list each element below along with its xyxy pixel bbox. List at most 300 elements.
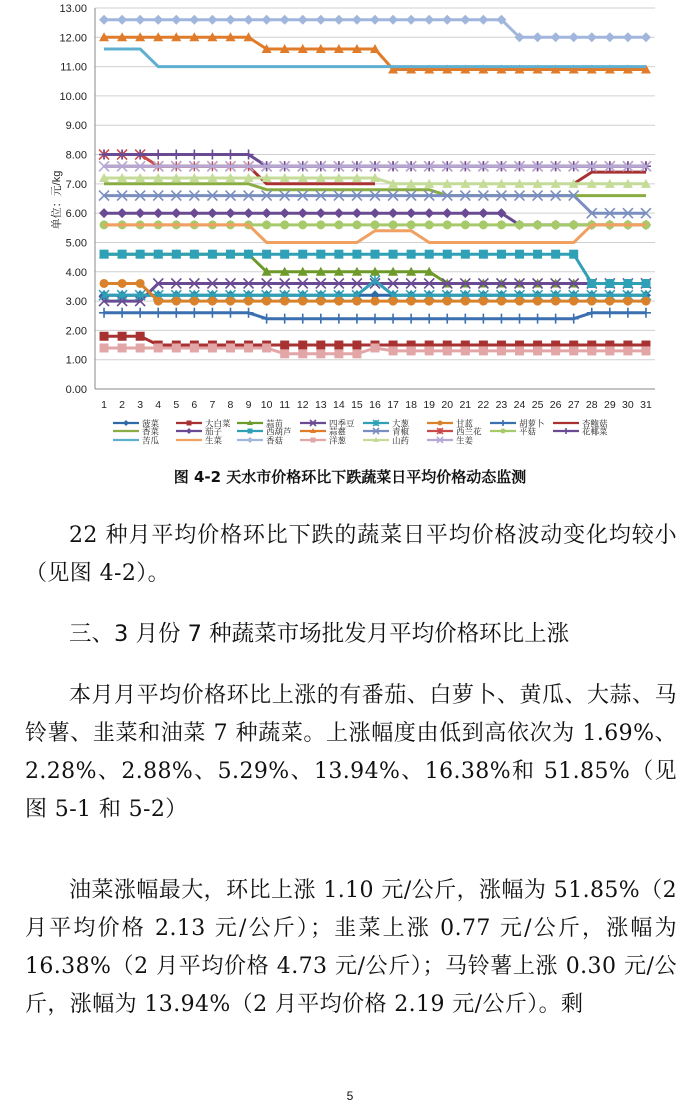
data-point <box>118 250 127 259</box>
data-point <box>99 15 109 25</box>
data-point <box>280 208 290 218</box>
data-point <box>569 220 578 229</box>
data-point <box>189 150 199 160</box>
data-point <box>569 297 578 306</box>
data-point <box>352 220 361 229</box>
data-point <box>425 250 434 259</box>
data-point <box>190 343 199 352</box>
data-point <box>334 220 343 229</box>
data-point <box>442 314 452 324</box>
data-point <box>496 314 506 324</box>
data-point <box>153 150 163 160</box>
data-point <box>208 343 217 352</box>
data-point <box>207 150 217 160</box>
data-point <box>225 150 235 160</box>
legend-label: 杏鲍菇 <box>582 418 608 429</box>
data-point <box>623 279 632 288</box>
data-point <box>460 208 470 218</box>
legend-item <box>553 427 608 437</box>
data-point <box>479 220 488 229</box>
data-point <box>352 208 362 218</box>
data-point <box>424 15 434 25</box>
x-tick-label: 12 <box>296 399 309 411</box>
legend-label: 西兰花 <box>456 426 482 437</box>
y-tick-label: 10.00 <box>59 90 87 103</box>
data-point <box>352 297 361 306</box>
legend-label: 苦瓜 <box>142 435 160 446</box>
data-point <box>208 250 217 259</box>
y-axis-label: 单位：元/kg <box>51 170 63 230</box>
data-point <box>99 308 109 318</box>
x-tick-label: 14 <box>333 399 345 411</box>
data-point <box>135 15 145 25</box>
data-point <box>280 341 289 350</box>
data-point <box>171 15 181 25</box>
legend-label: 生菜 <box>205 435 223 446</box>
figure-caption: 图 4-2 天水市价格环比下跌蔬菜日平均价格动态监测 <box>173 468 527 486</box>
data-point <box>280 250 289 259</box>
data-point <box>389 297 398 306</box>
data-point <box>442 208 452 218</box>
data-point <box>118 332 127 341</box>
data-point <box>226 343 235 352</box>
data-point <box>207 15 217 25</box>
data-point <box>370 15 380 25</box>
data-point <box>479 250 488 259</box>
x-tick-label: 20 <box>441 399 454 411</box>
data-point <box>298 297 307 306</box>
x-tick-label: 18 <box>405 399 417 411</box>
legend-label: 大白菜 <box>205 418 231 429</box>
data-point <box>497 346 506 355</box>
data-point <box>316 314 326 324</box>
data-point <box>352 341 361 350</box>
data-point <box>172 250 181 259</box>
data-point <box>605 308 615 318</box>
data-point <box>515 346 524 355</box>
data-point <box>172 297 181 306</box>
data-point <box>352 314 362 324</box>
legend-label: 花椰菜 <box>582 426 608 437</box>
data-point <box>605 32 615 42</box>
y-tick-label: 0.00 <box>65 384 87 396</box>
data-point <box>605 346 614 355</box>
data-point <box>460 15 470 25</box>
legend-item <box>113 436 160 446</box>
data-point <box>389 346 398 355</box>
legend-label: 香菇 <box>266 435 284 446</box>
data-point <box>371 250 380 259</box>
legend-label: 大葱 <box>392 418 410 429</box>
legend-label: 山药 <box>392 435 410 446</box>
data-point <box>334 15 344 25</box>
series-line <box>104 184 646 196</box>
data-point <box>280 297 289 306</box>
x-tick-label: 16 <box>369 399 381 411</box>
legend-marker <box>500 420 506 426</box>
y-tick-label: 8.00 <box>65 149 87 162</box>
data-point <box>551 250 560 259</box>
data-point <box>533 220 542 229</box>
data-point <box>171 150 181 160</box>
data-point <box>533 346 542 355</box>
data-point <box>551 346 560 355</box>
legend-item <box>490 419 545 429</box>
data-point <box>389 220 398 229</box>
data-point <box>406 314 416 324</box>
data-point <box>370 208 380 218</box>
data-point <box>425 220 434 229</box>
data-point <box>117 15 127 25</box>
legend-marker <box>563 428 569 434</box>
data-point <box>100 343 109 352</box>
data-point <box>569 250 578 259</box>
data-point <box>334 297 343 306</box>
y-tick-label: 12.00 <box>59 32 87 45</box>
data-point <box>244 297 253 306</box>
data-point <box>641 279 650 288</box>
legend-label: 洋葱 <box>329 435 347 446</box>
data-point <box>117 208 127 218</box>
x-tick-label: 10 <box>260 399 273 411</box>
data-point <box>623 308 633 318</box>
legend-marker <box>123 420 129 426</box>
data-point <box>623 32 633 42</box>
legend-label: 西葫芦 <box>266 426 292 437</box>
y-tick-label: 11.00 <box>60 61 87 74</box>
data-point <box>280 314 290 324</box>
data-point <box>623 346 632 355</box>
data-point <box>389 250 398 259</box>
legend-item <box>300 436 347 446</box>
data-point <box>551 314 561 324</box>
data-point <box>371 220 380 229</box>
data-point <box>100 332 109 341</box>
data-point <box>605 279 614 288</box>
x-tick-label: 3 <box>137 399 144 411</box>
x-tick-label: 4 <box>155 399 162 411</box>
data-point <box>461 220 470 229</box>
data-point <box>460 314 470 324</box>
data-point <box>262 15 272 25</box>
data-point <box>154 250 163 259</box>
chart-legend <box>113 419 608 446</box>
legend-item <box>427 436 474 446</box>
legend-item <box>363 436 410 446</box>
data-point <box>334 314 344 324</box>
data-point <box>515 314 525 324</box>
data-point <box>515 297 524 306</box>
data-point <box>388 208 398 218</box>
data-point <box>334 341 343 350</box>
data-point <box>172 343 181 352</box>
y-tick-label: 2.00 <box>65 325 87 338</box>
data-point <box>443 346 452 355</box>
data-point <box>623 297 632 306</box>
data-point <box>533 314 543 324</box>
legend-label: 甘蓝 <box>456 418 474 429</box>
data-point <box>407 220 416 229</box>
data-point <box>280 15 290 25</box>
x-tick-label: 26 <box>549 399 562 411</box>
data-point <box>316 250 325 259</box>
legend-label: 青椒 <box>392 426 410 437</box>
legend-label: 香菜 <box>142 426 160 437</box>
series-7 <box>99 308 651 324</box>
data-point <box>298 208 308 218</box>
data-point <box>533 250 542 259</box>
data-point <box>443 250 452 259</box>
y-tick-label: 9.00 <box>65 120 87 133</box>
legend-label: 平菇 <box>519 426 537 437</box>
data-point <box>262 297 271 306</box>
data-point <box>280 349 289 358</box>
x-axis-ticks <box>101 399 652 411</box>
data-point <box>533 297 542 306</box>
data-point <box>207 208 217 218</box>
series-21 <box>99 173 651 188</box>
x-tick-label: 15 <box>351 399 363 411</box>
x-tick-label: 1 <box>101 399 107 411</box>
y-tick-label: 1.00 <box>65 354 87 367</box>
price-line-chart <box>0 0 700 452</box>
legend-label: 菠菜 <box>142 418 160 429</box>
data-point <box>316 220 325 229</box>
data-point <box>189 308 199 318</box>
data-point <box>406 15 416 25</box>
x-tick-label: 7 <box>209 399 216 411</box>
data-point <box>189 15 199 25</box>
x-tick-label: 19 <box>423 399 436 411</box>
data-point <box>136 332 145 341</box>
data-point <box>262 220 271 229</box>
data-point <box>244 15 254 25</box>
legend-item <box>176 419 231 429</box>
data-point <box>118 279 127 288</box>
data-point <box>225 15 235 25</box>
data-point <box>478 208 488 218</box>
data-point <box>641 308 651 318</box>
data-point <box>262 250 271 259</box>
data-point <box>371 343 380 352</box>
data-point <box>497 250 506 259</box>
data-point <box>461 250 470 259</box>
data-point <box>406 208 416 218</box>
data-point <box>244 250 253 259</box>
data-point <box>316 349 325 358</box>
data-point <box>587 32 597 42</box>
data-point <box>407 297 416 306</box>
data-point <box>461 346 470 355</box>
data-point <box>135 308 145 318</box>
data-point <box>135 208 145 218</box>
legend-marker <box>311 438 316 443</box>
data-point <box>225 208 235 218</box>
data-point <box>298 15 308 25</box>
data-point <box>605 297 614 306</box>
data-point <box>136 250 145 259</box>
x-tick-label: 17 <box>387 399 399 411</box>
data-point <box>154 343 163 352</box>
data-point <box>298 220 307 229</box>
x-tick-label: 30 <box>622 399 634 411</box>
data-point <box>189 208 199 218</box>
x-tick-label: 27 <box>567 399 580 411</box>
legend-marker <box>187 421 192 426</box>
legend-item <box>237 436 284 446</box>
data-point <box>190 250 199 259</box>
legend-marker <box>438 421 443 426</box>
legend-item <box>490 427 537 437</box>
y-tick-label: 6.00 <box>65 208 87 221</box>
data-point <box>641 297 650 306</box>
data-point <box>352 349 361 358</box>
data-point <box>136 279 145 288</box>
paragraph-3: 油菜涨幅最大，环比上涨 1.10 元/公斤，涨幅为 51.85%（2 月平均价格 2.13 元/公斤）；韭菜上涨 0.77 元/公斤，涨幅为 16.38%（2 月平均价格 4.73 元/公斤）；马铃薯上涨 0.30 元/公斤，涨幅为 13.94%（2 月平均价格 2.19 元/公斤）。剩 <box>25 878 677 1017</box>
legend-marker <box>501 429 506 434</box>
data-point <box>425 297 434 306</box>
data-point <box>497 220 506 229</box>
data-point <box>497 297 506 306</box>
x-tick-label: 31 <box>640 399 652 411</box>
data-point <box>371 297 380 306</box>
data-point <box>298 314 308 324</box>
data-point <box>515 220 524 229</box>
data-point <box>551 297 560 306</box>
data-point <box>316 15 326 25</box>
data-point <box>442 15 452 25</box>
data-point <box>316 208 326 218</box>
data-point <box>262 208 272 218</box>
data-point <box>136 343 145 352</box>
y-tick-label: 4.00 <box>65 266 87 279</box>
data-point <box>244 208 254 218</box>
data-point <box>190 297 199 306</box>
x-tick-label: 8 <box>227 399 234 411</box>
series-16 <box>99 150 651 172</box>
data-point <box>118 343 127 352</box>
data-point <box>587 279 596 288</box>
data-point <box>551 220 560 229</box>
data-point <box>407 346 416 355</box>
x-tick-label: 25 <box>531 399 544 411</box>
data-point <box>171 208 181 218</box>
data-point <box>226 297 235 306</box>
data-point <box>207 308 217 318</box>
legend-label: 生姜 <box>456 435 474 446</box>
y-axis-ticks <box>59 3 87 396</box>
data-point <box>99 208 109 218</box>
data-point <box>262 343 271 352</box>
legend-item <box>237 427 292 437</box>
y-tick-label: 5.00 <box>65 237 87 250</box>
data-point <box>569 346 578 355</box>
y-tick-label: 3.00 <box>65 296 87 309</box>
data-point <box>407 250 416 259</box>
paragraph-2: 本月月平均价格环比上涨的有番茄、白萝卜、黄瓜、大蒜、马铃薯、韭菜和油菜 7 种蔬菜。上涨幅度由低到高依次为 1.69%、2.28%、2.88%、5.29%、13.94%、16.38%和 51.85%（见图 5-1 和 5-2） <box>25 683 677 822</box>
y-tick-label: 13.00 <box>59 3 87 15</box>
data-point <box>569 32 579 42</box>
legend-label: 茄子 <box>205 426 223 437</box>
data-point <box>208 297 217 306</box>
data-point <box>461 297 470 306</box>
x-tick-label: 29 <box>603 399 616 411</box>
data-point <box>153 208 163 218</box>
data-point <box>388 15 398 25</box>
data-point <box>100 279 109 288</box>
data-point <box>316 341 325 350</box>
legend-label: 四季豆 <box>329 418 355 429</box>
data-point <box>226 250 235 259</box>
data-point <box>225 308 235 318</box>
x-tick-label: 24 <box>513 399 526 411</box>
data-point <box>515 250 524 259</box>
data-point <box>370 314 380 324</box>
data-point <box>316 297 325 306</box>
data-point <box>424 208 434 218</box>
data-point <box>153 308 163 318</box>
data-point <box>478 314 488 324</box>
x-tick-label: 5 <box>173 399 180 411</box>
data-point <box>334 250 343 259</box>
x-tick-label: 22 <box>477 399 490 411</box>
x-tick-label: 6 <box>191 399 198 411</box>
x-tick-label: 9 <box>245 399 252 411</box>
data-point <box>641 346 650 355</box>
chart-series <box>99 15 651 359</box>
x-tick-label: 11 <box>279 399 291 411</box>
section-heading: 三、3 月份 7 种蔬菜市场批发月平均价格环比上涨 <box>69 621 570 647</box>
data-point <box>587 308 597 318</box>
data-point <box>334 349 343 358</box>
data-point <box>154 297 163 306</box>
legend-marker <box>247 437 253 443</box>
data-point <box>280 220 289 229</box>
data-point <box>298 341 307 350</box>
data-point <box>244 308 254 318</box>
data-point <box>424 314 434 324</box>
x-tick-label: 28 <box>585 399 598 411</box>
legend-label: 蒜薹 <box>329 426 347 437</box>
data-point <box>262 314 272 324</box>
data-point <box>352 15 362 25</box>
data-point <box>533 32 543 42</box>
legend-item <box>176 436 223 446</box>
legend-label: 胡萝卜 <box>519 418 545 429</box>
data-point <box>443 220 452 229</box>
data-point <box>569 314 579 324</box>
legend-marker <box>186 428 192 434</box>
data-point <box>443 297 452 306</box>
data-point <box>298 250 307 259</box>
data-point <box>478 15 488 25</box>
data-point <box>587 346 596 355</box>
data-point <box>425 346 434 355</box>
legend-item <box>300 419 355 429</box>
data-point <box>244 343 253 352</box>
data-point <box>352 250 361 259</box>
x-tick-label: 13 <box>314 399 327 411</box>
x-tick-label: 2 <box>119 399 126 411</box>
series-9 <box>104 184 646 196</box>
data-point <box>587 297 596 306</box>
data-point <box>171 308 181 318</box>
data-point <box>551 32 561 42</box>
data-point <box>479 346 488 355</box>
data-point <box>479 297 488 306</box>
series-line <box>104 37 646 69</box>
legend-item <box>427 427 482 437</box>
